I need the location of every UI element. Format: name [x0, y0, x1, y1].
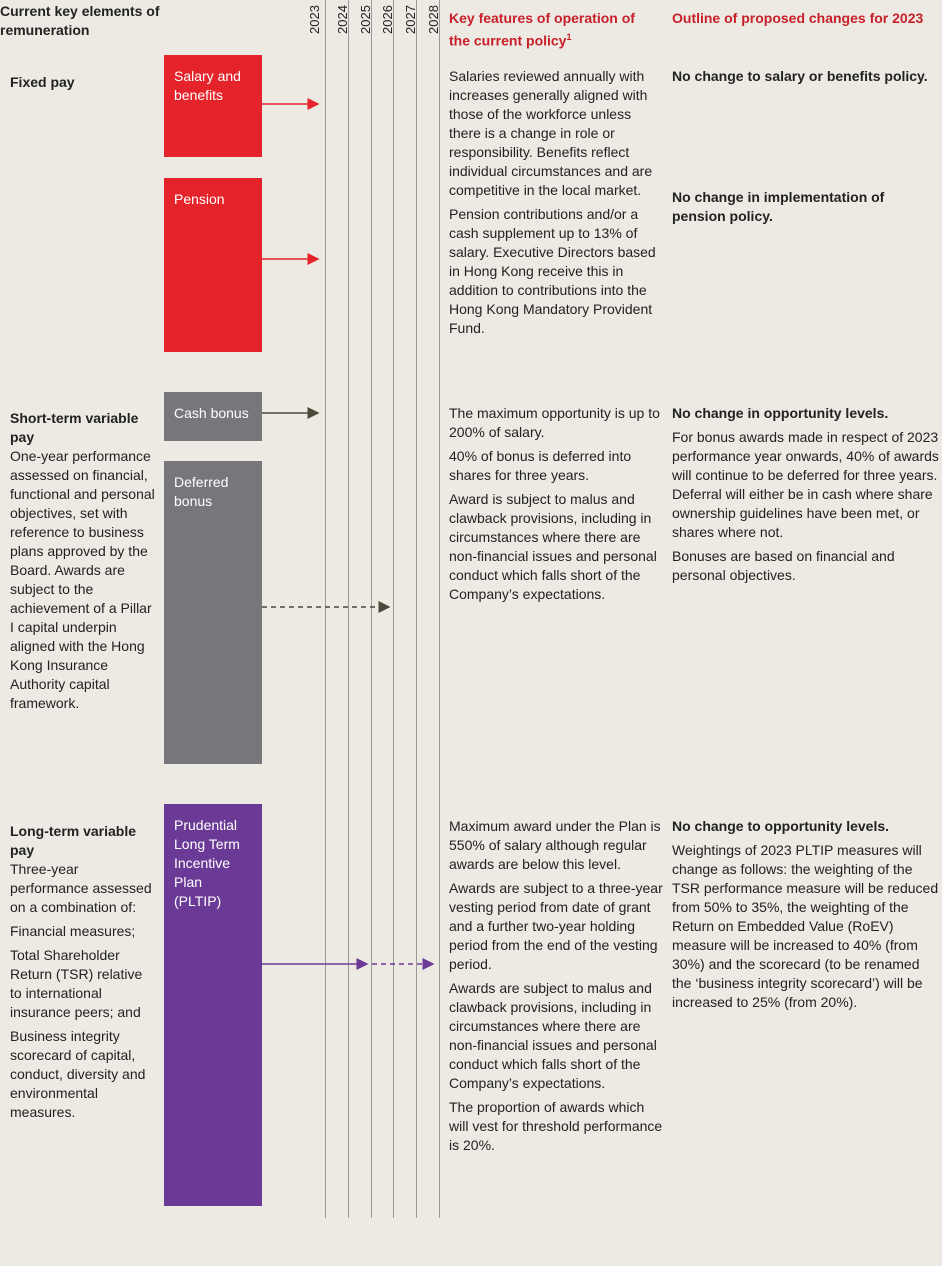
- pension-change: No change in implementation of pension policy.: [672, 189, 885, 224]
- change: For bonus awards made in respect of 2023 performance year onwards, 40% of awards will continue to be deferred for three years. Deferral will either be in cash where share ownership guidelines have been met, or shares where not.: [672, 429, 939, 540]
- long-term-description: Three-year performance assessed on a combination of:: [10, 861, 152, 915]
- short-term-title: Short-term variable pay: [10, 410, 139, 445]
- feature: Awards are subject to malus and clawback provisions, including in circumstances where there are non-financial issues and personal conduct which falls short of the Company’s expectations.: [449, 980, 657, 1091]
- fixed-features: [449, 67, 664, 343]
- year-label: 2024: [335, 5, 350, 34]
- short-term-changes: [672, 404, 942, 590]
- header-current-elements: Current key elements of remuneration: [0, 3, 160, 38]
- feature: The maximum opportunity is up to 200% of salary.: [449, 405, 660, 440]
- salary-feature: Salaries reviewed annually with increases generally aligned with those of the workforce unless there is a change in role or responsibility. Benefits reflect individual circumstances and are competitive in the local market.: [449, 68, 653, 198]
- long-term-measure: Total Shareholder Return (TSR) relative to international insurance peers; and: [10, 947, 143, 1020]
- year-label: 2023: [307, 5, 322, 34]
- short-term-text: [10, 409, 155, 713]
- long-term-text: [10, 822, 155, 1127]
- pension-box: Pension: [164, 178, 262, 352]
- long-term-changes: [672, 817, 942, 1017]
- feature: Maximum award under the Plan is 550% of salary although regular awards are below this level.: [449, 818, 661, 872]
- deferred-bonus-box: Deferred bonus: [164, 461, 262, 764]
- salary-benefits-box: Salary and benefits: [164, 55, 262, 157]
- long-term-title: Long-term variable pay: [10, 823, 137, 858]
- change-headline: No change to opportunity levels.: [672, 818, 890, 834]
- change: Weightings of 2023 PLTIP measures will change as follows: the weighting of the TSR performance measure will be reduced from 50% to 35%, the weighting of the Return on Embedded Value (RoEV) measure will be increased to 40% (from 30%) and the scorecard (to be renamed the ‘business integrity scorecard’) will be increased to 25% (from 20%).: [672, 842, 939, 1010]
- cash-bonus-box: Cash bonus: [164, 392, 262, 441]
- short-term-description: One-year performance assessed on financial, functional and personal objectives, set with reference to business plans approved by the Board. Awards are subject to the achievement of a Pillar I capital underpin aligned with the Hong Kong Insurance Authority capital framework.: [10, 448, 155, 711]
- long-term-measure: Business integrity scorecard of capital, conduct, diversity and environmental measures.: [10, 1028, 146, 1120]
- feature: 40% of bonus is deferred into shares for three years.: [449, 448, 632, 483]
- year-label: 2025: [358, 5, 373, 34]
- feature: Awards are subject to a three-year vesting period from date of grant and a further two-year holding period from the end of the vesting period.: [449, 880, 663, 972]
- footnote-marker: 1: [566, 32, 572, 42]
- year-label: 2026: [380, 5, 395, 34]
- pension-feature: Pension contributions and/or a cash supplement up to 13% of salary. Executive Directors based in Hong Kong receive this in addition to contributions into the Hong Kong Mandatory Provident Fund.: [449, 206, 656, 336]
- feature: The proportion of awards which will vest for threshold performance is 20%.: [449, 1099, 663, 1153]
- change: Bonuses are based on financial and personal objectives.: [672, 548, 895, 583]
- short-term-features: [449, 404, 664, 609]
- header-key-features-text: Key features of operation of the current policy: [449, 10, 635, 49]
- year-label: 2028: [426, 5, 441, 34]
- salary-change: No change to salary or benefits policy.: [672, 68, 928, 84]
- long-term-measure: Financial measures;: [10, 923, 136, 939]
- feature: Award is subject to malus and clawback provisions, including in circumstances where there are non-financial issues and personal conduct which falls short of the Company’s expectations.: [449, 491, 657, 602]
- change-headline: No change in opportunity levels.: [672, 405, 889, 421]
- year-label: 2027: [403, 5, 418, 34]
- fixed-pay-title: Fixed pay: [10, 74, 75, 90]
- header-proposed-changes: Outline of proposed changes for 2023: [672, 10, 924, 26]
- pltip-box: Prudential Long Term Incentive Plan (PLTIP): [164, 804, 262, 1206]
- long-term-features: [449, 817, 664, 1160]
